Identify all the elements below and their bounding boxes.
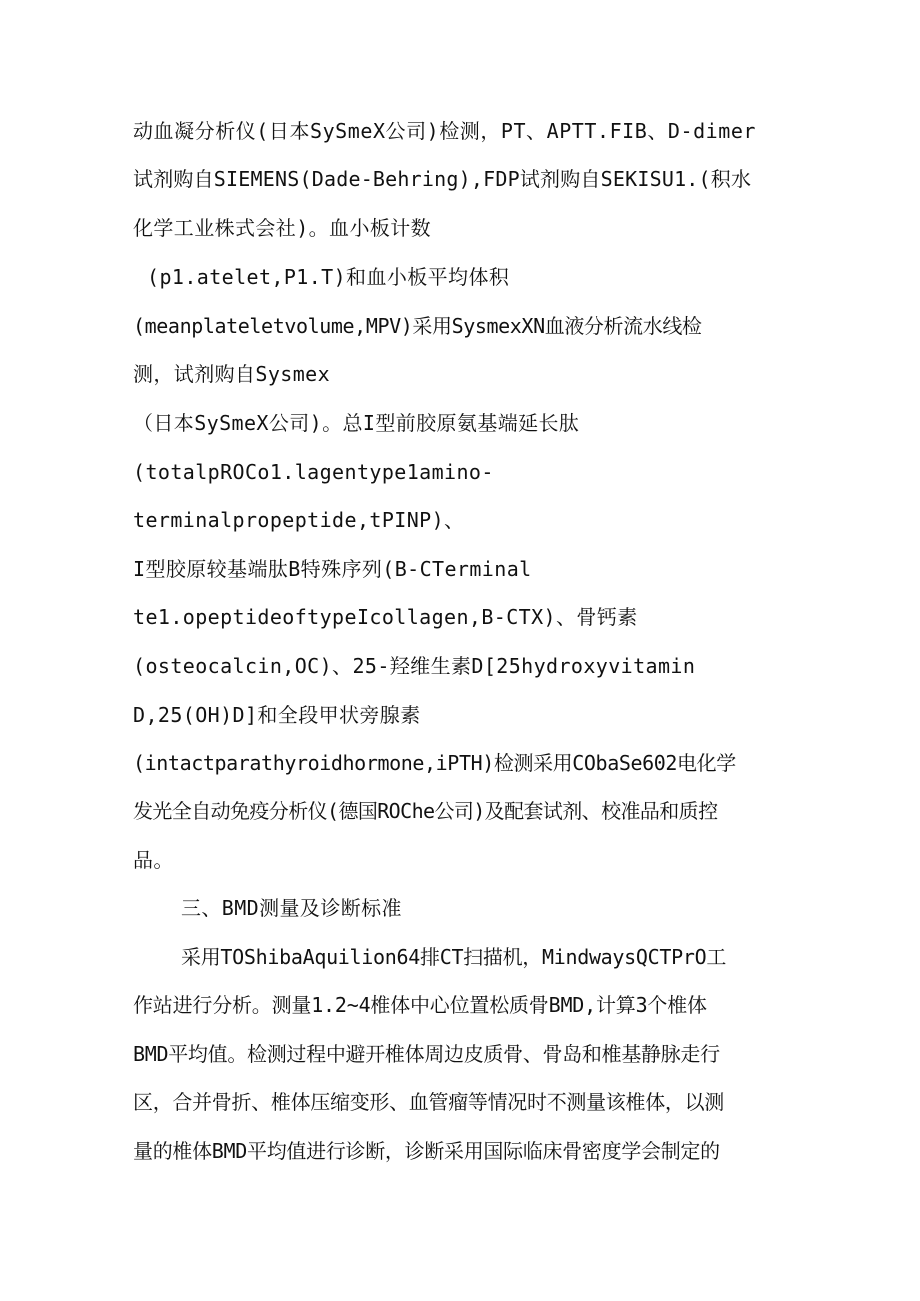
text-line-4: (p1.atelet,P1.T)和血小板平均体积 (147, 265, 510, 289)
text-line-15: 发光全自动免疫分析仪(德国ROChe公司)及配套试剂、校准品和质控 (133, 799, 718, 823)
text-line-22: 量的椎体BMD平均值进行诊断，诊断采用国际临床骨密度学会制定的 (133, 1139, 720, 1163)
text-line-1: 动血凝分析仪(日本SySmeX公司)检测，PT、APTT.FIB、D-dimer (133, 119, 757, 143)
text-line-18: 采用TOShibaAquilion64排CT扫描机，MindwaysQCTPrO工 (181, 945, 727, 969)
text-line-12: (osteocalcin,OC)、25-羟维生素D[25hydroxyvitamin (133, 654, 696, 678)
text-line-16: 品。 (133, 848, 174, 872)
section-heading: 三、BMD测量及诊断标准 (181, 896, 402, 920)
text-line-7: （日本SySmeX公司)。总I型前胶原氨基端延长肽 (133, 411, 580, 435)
text-line-11: te1.opeptideoftypeIcollagen,B-CTX)、骨钙素 (133, 605, 638, 629)
text-line-6: 测，试剂购自Sysmex (133, 362, 331, 386)
text-line-3: 化学工业株式会社)。血小板计数 (133, 216, 432, 240)
text-line-8: (totalpROCo1.lagentype1amino- (133, 460, 494, 484)
text-line-20: BMD平均值。检测过程中避开椎体周边皮质骨、骨岛和椎基静脉走行 (133, 1042, 720, 1066)
text-line-19: 作站进行分析。测量1.2~4椎体中心位置松质骨BMD,计算3个椎体 (133, 993, 707, 1017)
text-line-13: D,25(OH)D]和全段甲状旁腺素 (133, 703, 421, 727)
text-line-9: terminalpropeptide,tPINP)、 (133, 508, 465, 532)
text-line-5: (meanplateletvolume,MPV)采用SysmexXN血液分析流水线检 (133, 314, 702, 338)
text-line-2: 试剂购自SIEMENS(Dade-Behring),FDP试剂购自SEKISU1.(积水 (133, 167, 752, 191)
text-line-14: (intactparathyroidhormone,iPTH)检测采用CObaSe602电化学 (133, 751, 736, 775)
text-line-10: I型胶原较基端肽B特殊序列(B-CTerminal (133, 557, 532, 581)
text-line-21: 区，合并骨折、椎体压缩变形、血管瘤等情况时不测量该椎体，以测 (133, 1090, 724, 1114)
